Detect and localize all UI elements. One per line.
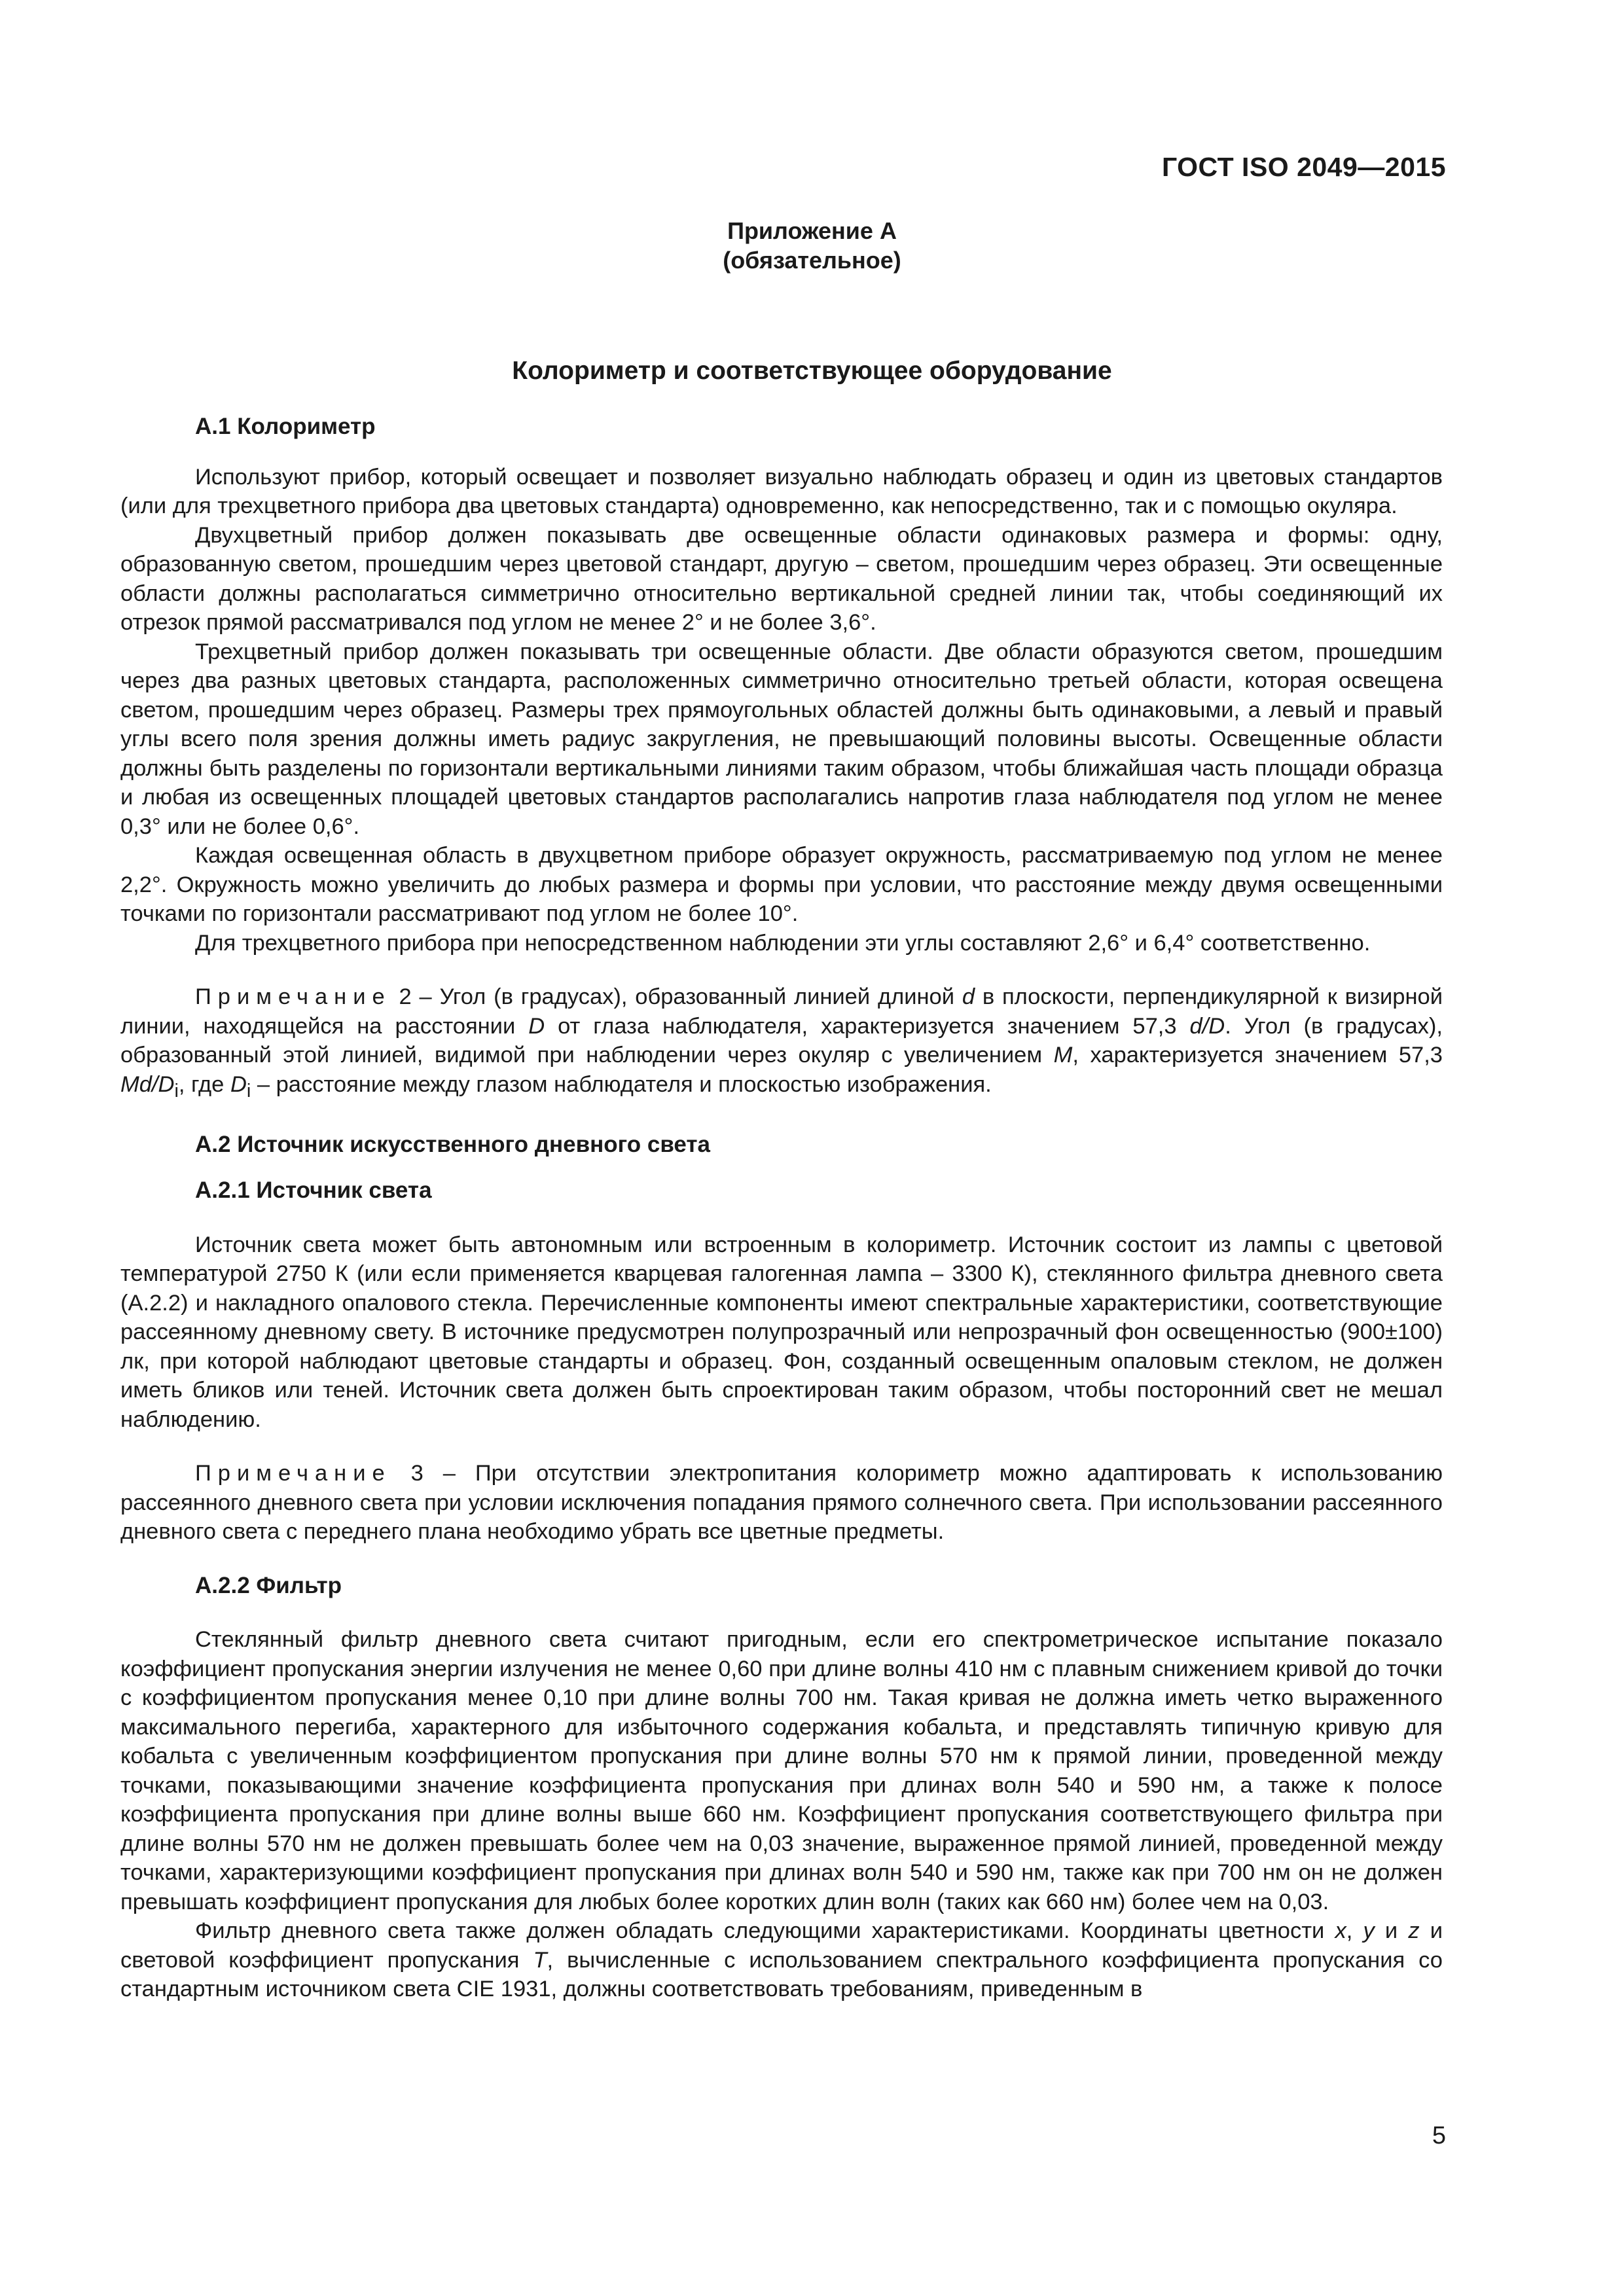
note-text: от глаза наблюдателя, характеризуется значением 57,3 [545, 1013, 1190, 1039]
document-body [120, 412, 1443, 2004]
variable: Md/D [120, 1071, 175, 1097]
variable: T [533, 1947, 547, 1973]
variable: d [962, 984, 975, 1009]
paragraph: Двухцветный прибор должен показывать две освещенные области одинаковых размера и формы: одну, образованную светом, прошедшим через цветовой стандарт, другую – светом, прошедшим через образец. Эти освещенные области должны располагаться симметрично относительно вертикальной средней линии так, чтобы соединяющий их отрезок прямой рассматривался под углом не менее 2° и не более 3,6°. [120, 522, 1443, 635]
variable: D [528, 1013, 545, 1039]
note-text: , характеризуется значением 57,3 [1072, 1043, 1443, 1067]
note-text: , где [178, 1071, 230, 1097]
variable: M [1053, 1043, 1073, 1067]
variable: d/D [1189, 1013, 1225, 1039]
paragraph [120, 1916, 1443, 2004]
note-label: Примечание [195, 1461, 391, 1486]
variable: x [1335, 1918, 1346, 1944]
note-text: – При отсутствии электропитания колориметр можно адаптировать к использованию рассеянного дневного света при условии исключения попадания прямого солнечного света. При использовании рассеянного дневного света с переднего плана необходимо убрать все цветные предметы. [120, 1461, 1443, 1545]
text: и световой коэффициент пропускания [120, 1918, 1443, 1973]
paragraph: Трехцветный прибор должен показывать три освещенные области. Две области образуются светом, прошедшим через два разных цветовых стандарта, расположенных симметрично относительно третьей области, которая освещена светом, прошедшим через образец. Размеры трех прямоугольных областей должны быть одинаковыми, а левый и правый углы всего поля зрения должны иметь радиус закругления, не превышающий половины высоты. Освещенные области должны быть разделены по горизонтали вертикальными линиями таким образом, чтобы ближайшая часть площади образца и любая из освещенных площадей цветовых стандартов располагались напротив глаза наблюдателя под углом не менее 0,3° или не более 0,6°. [120, 639, 1443, 839]
paragraph: Источник света может быть автономным или встроенным в колориметр. Источник состоит из лампы с цветовой температурой 2750 К (или если применяется кварцевая галогенная лампа – 3300 К), стеклянного фильтра дневного света (А.2.2) и накладного опалового стекла. Перечисленные компоненты имеют спектральные характеристики, соответствующие рассеянному дневному свету. В источнике предусмотрен полупрозрачный или непрозрачный фон освещенностью (900±100) лк, при которой наблюдают цветовые стандарты и образец. Фон, созданный освещенным опаловым стеклом, не должен иметь бликов или теней. Источник света должен быть спроектирован таким образом, чтобы посторонний свет не мешал наблюдению. [120, 1232, 1443, 1432]
note-number: 3 [410, 1461, 424, 1486]
note-3 [120, 1459, 1443, 1547]
page-number: 5 [1432, 2122, 1446, 2149]
section-heading-a22: А.2.2 Фильтр [195, 1572, 342, 1598]
section-heading-a21: А.2.1 Источник света [195, 1177, 432, 1204]
paragraph: Для трехцветного прибора при непосредственном наблюдении эти углы составляют 2,6° и 6,4° соответственно. [195, 930, 1371, 956]
variable: y [1363, 1918, 1375, 1944]
note-number: 2 [399, 984, 412, 1009]
annex-status: (обязательное) [723, 247, 901, 274]
text: , вычисленные с использованием спектрального коэффициента пропускания со стандартным источником света CIE 1931, должны соответствовать требованиям, приведенным в [120, 1947, 1443, 2002]
note-text: – Угол (в градусах), образованный линией длиной [411, 984, 962, 1009]
variable: z [1408, 1918, 1420, 1944]
section-heading-a2: А.2 Источник искусственного дневного света [195, 1131, 710, 1157]
annex-title: Приложение А [727, 217, 897, 244]
note-text: в плоскости, перпендикулярной к визирной линии, находящейся на расстоянии [120, 984, 1443, 1039]
subscript: i [174, 1080, 179, 1102]
annex-heading [0, 216, 1624, 275]
note-2 [120, 982, 1443, 1105]
paragraph: Стеклянный фильтр дневного света считают пригодным, если его спектрометрическое испытание показало коэффициент пропускания энергии излучения не менее 0,60 при длине волны 410 нм с плавным снижением кривой до точки с коэффициентом пропускания менее 0,10 при длине волны 700 нм. Такая кривая не должна иметь четко выраженного максимального перегиба, характерного для избыточного содержания кобальта, и представлять типичную кривую для кобальта с увеличенным коэффициентом пропускания при длине волны 570 нм к прямой линии, проведенной между точками, показывающими значение коэффициента пропускания при длинах волн 540 и 590 нм, а также к полосе коэффициента пропускания при длине волны выше 660 нм. Коэффициент пропускания соответствующего фильтра при длине волны 570 нм не должен превышать более чем на 0,03 значение, выраженное прямой линией, проведенной между точками, характеризующими коэффициент пропускания при длинах волн 540 и 590 нм, также как при 700 нм он не должен превышать коэффициент пропускания для любых более коротких длин волн (таких как 660 нм) более чем на 0,03. [120, 1627, 1443, 1914]
variable: D [230, 1071, 247, 1097]
paragraph: Используют прибор, который освещает и позволяет визуально наблюдать образец и один из цветовых стандартов (или для трехцветного прибора два цветовых стандарта) одновременно, как непосредственно, так и с помощью окуляра. [120, 464, 1443, 518]
document-code: ГОСТ ISO 2049—2015 [1161, 152, 1446, 182]
text: , [1346, 1918, 1363, 1944]
annex-main-title: Колориметр и соответствующее оборудование [512, 357, 1112, 385]
note-text: – расстояние между глазом наблюдателя и плоскостью изображения. [251, 1071, 992, 1097]
paragraph: Каждая освещенная область в двухцветном приборе образует окружность, рассматриваемую под углом не менее 2,2°. Окружность можно увеличить до любых размера и формы при условии, что расстояние между двумя освещенными точками по горизонтали рассматривают под углом не более 10°. [120, 843, 1443, 926]
subscript: i [246, 1080, 251, 1102]
section-heading-a1: А.1 Колориметр [195, 414, 376, 439]
text: Фильтр дневного света также должен обладать следующими характеристиками. Координаты цветности [195, 1918, 1335, 1944]
text: и [1374, 1918, 1409, 1944]
note-text: . Угол (в градусах), образованный этой линией, видимой при наблюдении через окуляр с увеличением [120, 1013, 1443, 1067]
note-label: Примечание [195, 984, 391, 1009]
